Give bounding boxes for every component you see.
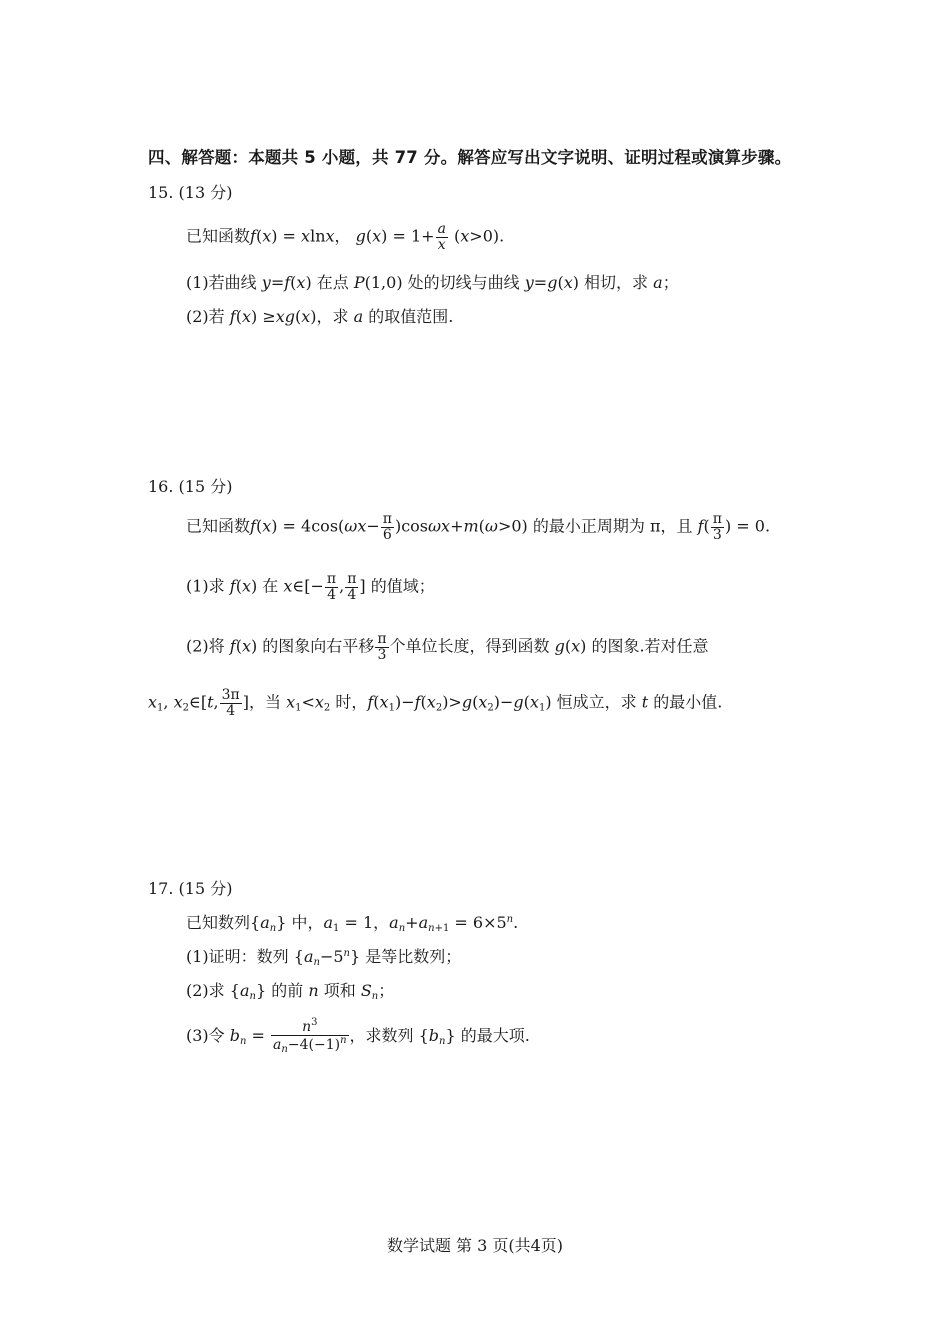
question-16-part-2-continued: $x_1$, $x_2\in[t$, $\frac{3\pi}{4}$ ]，当 $x_1<x_2$ 时，$f(x_1)-f(x_2)>g(x_2)-g(x_1)$ 恒成立，求 t 的最小值.	[148, 687, 723, 719]
section-header: 四、解答题：本题共 5 小题，共 77 分。解答应写出文字说明、证明过程或演算步骤。	[148, 148, 792, 167]
question-15-intro: 已知函数f(x) = xlnx， g(x) = 1+ $\frac{a}{x}$ (x>0).	[186, 221, 505, 253]
question-17-part-3: (3)令 $b_n$ = $\frac{n^3}{a_n-4(-1)^n}$ ，求数列 $\{b_n\}$ 的最大项.	[186, 1017, 530, 1055]
question-15-part-1: (1)若曲线 y=f(x) 在点 P(1,0) 处的切线与曲线 y=g(x) 相切，求 a；	[186, 273, 679, 292]
page-footer: 数学试题 第 3 页(共4页)	[386, 1236, 564, 1255]
question-15-part-2: (2)若 f(x) ≥xg(x)，求 a 的取值范围.	[186, 307, 454, 326]
question-15-number: 15. (13 分)	[148, 183, 233, 202]
question-16-number: 16. (15 分)	[148, 477, 233, 496]
question-16-intro: 已知函数f(x) = 4cos(ωx− $\frac{\pi}{6}$ )cosωx+m(ω>0) 的最小正周期为 π，且 f( $\frac{\pi}{3}$ ) = 0.	[186, 511, 771, 543]
question-17-intro: 已知数列$\{a_n\}$ 中，$a_1 = 1$，$a_n+a_{n+1} = 6\times 5^n$.	[186, 913, 519, 934]
question-17-number: 17. (15 分)	[148, 879, 233, 898]
question-17-part-2: (2)求 $\{a_n\}$ 的前 n 项和 $S_n$；	[186, 981, 395, 1002]
question-17-part-1: (1)证明：数列 $\{a_n-5^n\}$ 是等比数列；	[186, 947, 462, 968]
question-16-part-1: (1)求 f(x) 在 x∈[− $\frac{\pi}{4}$ , $\frac{\pi}{4}$ ] 的值域；	[186, 571, 435, 603]
question-16-part-2: (2)将 f(x) 的图象向右平移 $\frac{\pi}{3}$ 个单位长度，得到函数 g(x) 的图象.若对任意	[186, 631, 709, 663]
